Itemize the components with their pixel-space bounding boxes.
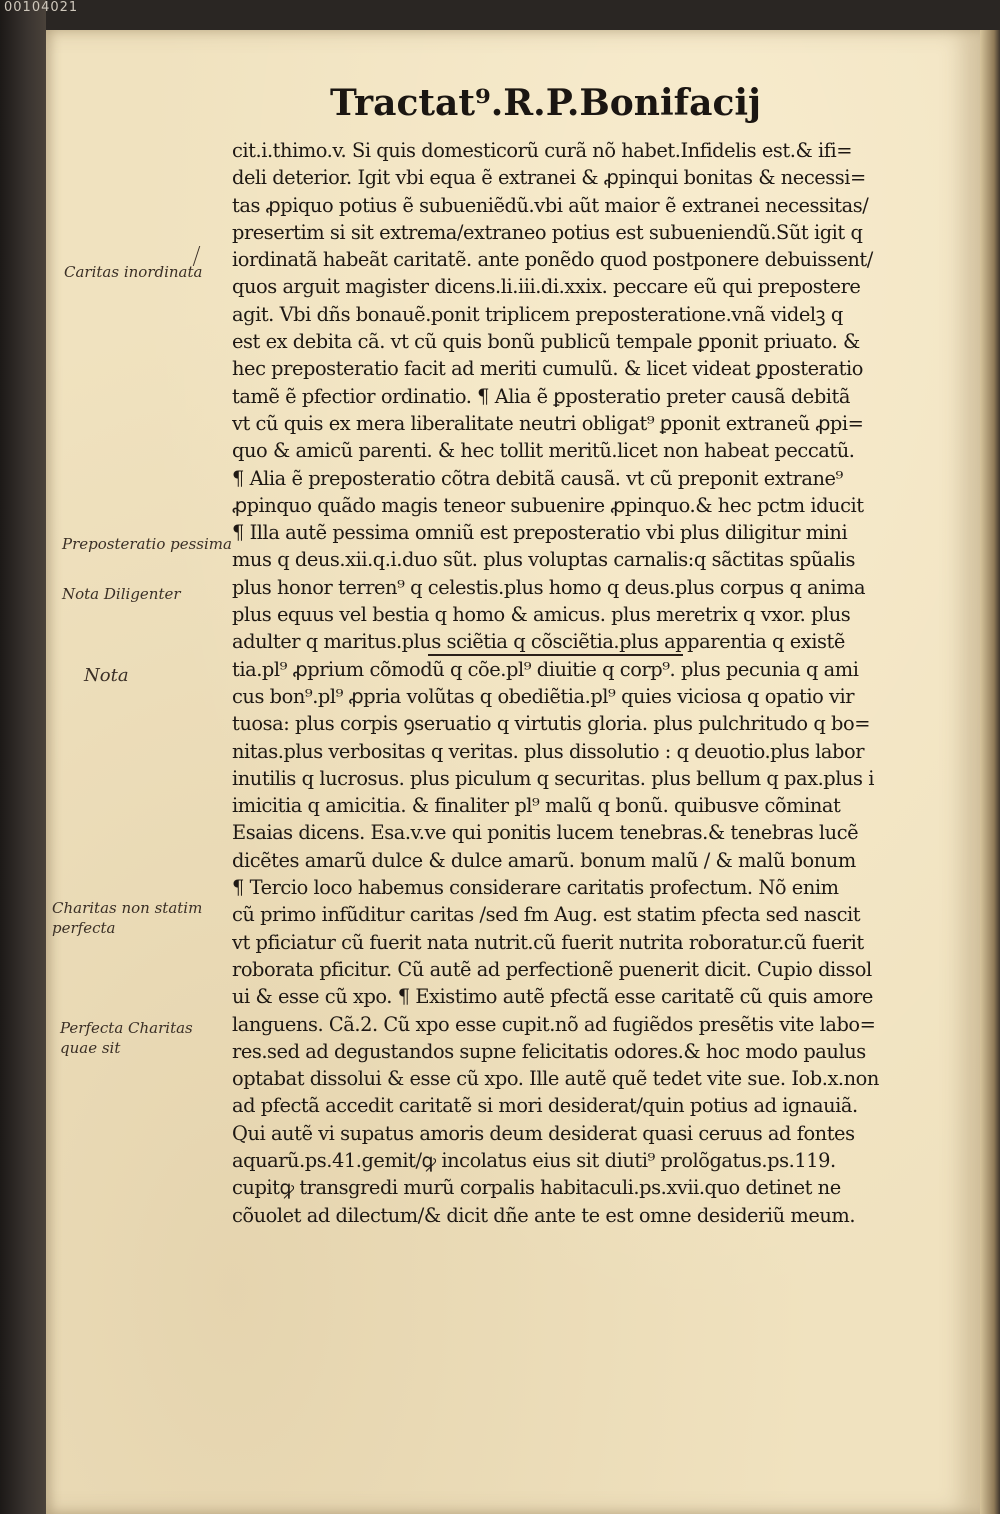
page-right-edge <box>980 30 1000 1514</box>
text-line: hec preposteratio facit ad meriti cumulũ. & licet videat ꝑposteratio <box>232 357 863 381</box>
text-line: mus q deus.xii.q.i.duo sũt. plus voluptas carnalis:q sãctitas spũalis <box>232 548 855 572</box>
text-line: agit. Vbi dñs bonauẽ.ponit triplicem preposteratione.vnã videlꝫ q <box>232 302 843 326</box>
handwritten-underline <box>428 654 683 656</box>
text-line: tas ꝓpiquo potius ẽ subueniẽdũ.vbi aũt maior ẽ extranei necessitas/ <box>232 193 869 217</box>
text-line: ꝓpinquo quãdo magis teneor subuenire ꝓpinquo.& hec pctm iducit <box>232 493 864 517</box>
text-line: optabat dissolui & esse cũ xpo. Ille autẽ quẽ tedet vite sue. Iob.x.non <box>232 1067 879 1091</box>
text-line: tamẽ ẽ pfectior ordinatio. ¶ Alia ẽ ꝑposteratio preter causã debitã <box>232 384 850 408</box>
text-line: adulter q maritus.plus sciẽtia q cõsciẽtia.plus apparentia q existẽ <box>232 630 845 654</box>
text-line: cus bon⁹.pl⁹ ꝓpria volũtas q obediẽtia.pl⁹ quies viciosa q opatio vir <box>232 684 855 708</box>
text-line: ad pfectã accedit caritatẽ si mori desiderat/quin potius ad ignauiã. <box>232 1094 858 1118</box>
margin-note-nota: Nota <box>84 665 129 686</box>
margin-note-charitas-non-statim: Charitas non statim perfecta <box>52 899 203 937</box>
text-line: tuosa: plus corpis ꝯseruatio q virtutis gloria. plus pulchritudo q bo= <box>232 712 870 736</box>
text-line: roborata pficitur. Cũ autẽ ad perfectionẽ puenerit dicit. Cupio dissol <box>232 957 872 981</box>
running-head: Tractat⁹.R.P.Bonifacij <box>330 82 762 124</box>
margin-note-perfecta-charitas: Perfecta Charitas quae sit <box>60 1019 193 1057</box>
text-line: languens. Cã.2. Cũ xpo esse cupit.nõ ad fugiẽdos presẽtis vite labo= <box>232 1012 876 1036</box>
text-line: nitas.plus verbositas q veritas. plus dissolutio : q deuotio.plus labor <box>232 739 865 763</box>
text-line: vt cũ quis ex mera liberalitate neutri obligat⁹ ꝑponit extraneũ ꝓpi= <box>232 411 864 435</box>
text-line: ¶ Alia ẽ preposteratio cõtra debitã causã. vt cũ preponit extrane⁹ <box>232 466 843 490</box>
text-line: inutilis q lucrosus. plus piculum q securitas. plus bellum q pax.plus i <box>232 766 875 790</box>
text-line: Esaias dicens. Esa.v.ve qui ponitis lucem tenebras.& tenebras lucẽ <box>232 821 859 845</box>
text-line: aquarũ.ps.41.gemit/ꝙ incolatus eius sit diuti⁹ prolõgatus.ps.119. <box>232 1148 836 1172</box>
text-line: est ex debita cã. vt cũ quis bonũ publicũ tempale ꝑponit priuato. & <box>232 330 860 354</box>
text-line: plus honor terren⁹ q celestis.plus homo q deus.plus corpus q anima <box>232 575 866 599</box>
text-line: cupitꝙ transgredi murũ corpalis habitaculi.ps.xvii.quo detinet ne <box>232 1176 841 1200</box>
text-line: dicẽtes amarũ dulce & dulce amarũ. bonum malũ / & malũ bonum <box>232 848 856 872</box>
text-line: iordinatã habeãt caritatẽ. ante ponẽdo quod postponere debuissent/ <box>232 248 873 272</box>
text-line: presertim si sit extrema/extraneo potius est subueniendũ.Sũt igit q <box>232 220 863 244</box>
margin-note-nota-diligenter: Nota Diligenter <box>62 585 181 603</box>
text-line: plus equus vel bestia q homo & amicus. plus meretrix q vxor. plus <box>232 603 851 627</box>
text-line: ¶ Tercio loco habemus considerare caritatis profectum. Nõ enim <box>232 876 839 900</box>
margin-note-preposteratio-pessima: Preposteratio pessima <box>62 535 232 553</box>
text-line: Qui autẽ vi supatus amoris deum desiderat quasi ceruus ad fontes <box>232 1121 855 1145</box>
text-line: vt pficiatur cũ fuerit nata nutrit.cũ fuerit nutrita roboratur.cũ fuerit <box>232 930 864 954</box>
scan-id-label: 00104021 <box>4 0 79 15</box>
margin-note-caritas-inordinata: Caritas inordinata <box>64 263 203 281</box>
text-line: tia.pl⁹ ꝓprium cõmodũ q cõe.pl⁹ diuitie q corp⁹. plus pecunia q ami <box>232 657 859 681</box>
text-line: imicitia q amicitia. & finaliter pl⁹ malũ q bonũ. quibusve cõminat <box>232 794 841 818</box>
text-line: ¶ Illa autẽ pessima omniũ est preposteratio vbi plus diligitur mini <box>232 521 848 545</box>
text-line: cõuolet ad dilectum/& dicit dñe ante te est omne desideriũ meum. <box>232 1203 856 1227</box>
text-line: cit.i.thimo.v. Si quis domesticorũ curã nõ habet.Infidelis est.& ifi= <box>232 139 853 162</box>
text-line: res.sed ad degustandos supne felicitatis odores.& hoc modo paulus <box>232 1039 866 1063</box>
text-line: ui & esse cũ xpo. ¶ Existimo autẽ pfectã esse caritatẽ cũ quis amore <box>232 985 873 1009</box>
main-text-block <box>232 137 932 1229</box>
scan-left-edge <box>0 0 46 1514</box>
text-line: quo & amicũ parenti. & hec tollit meritũ.licet non habeat peccatũ. <box>232 439 855 463</box>
text-line: quos arguit magister dicens.li.iii.di.xxix. peccare eũ qui prepostere <box>232 275 861 299</box>
text-line: cũ primo infũditur caritas /sed fm Aug. est statim pfecta sed nascit <box>232 903 861 927</box>
text-line: deli deterior. Igit vbi equa ẽ extranei & ꝓpinqui bonitas & necessi= <box>232 166 866 190</box>
